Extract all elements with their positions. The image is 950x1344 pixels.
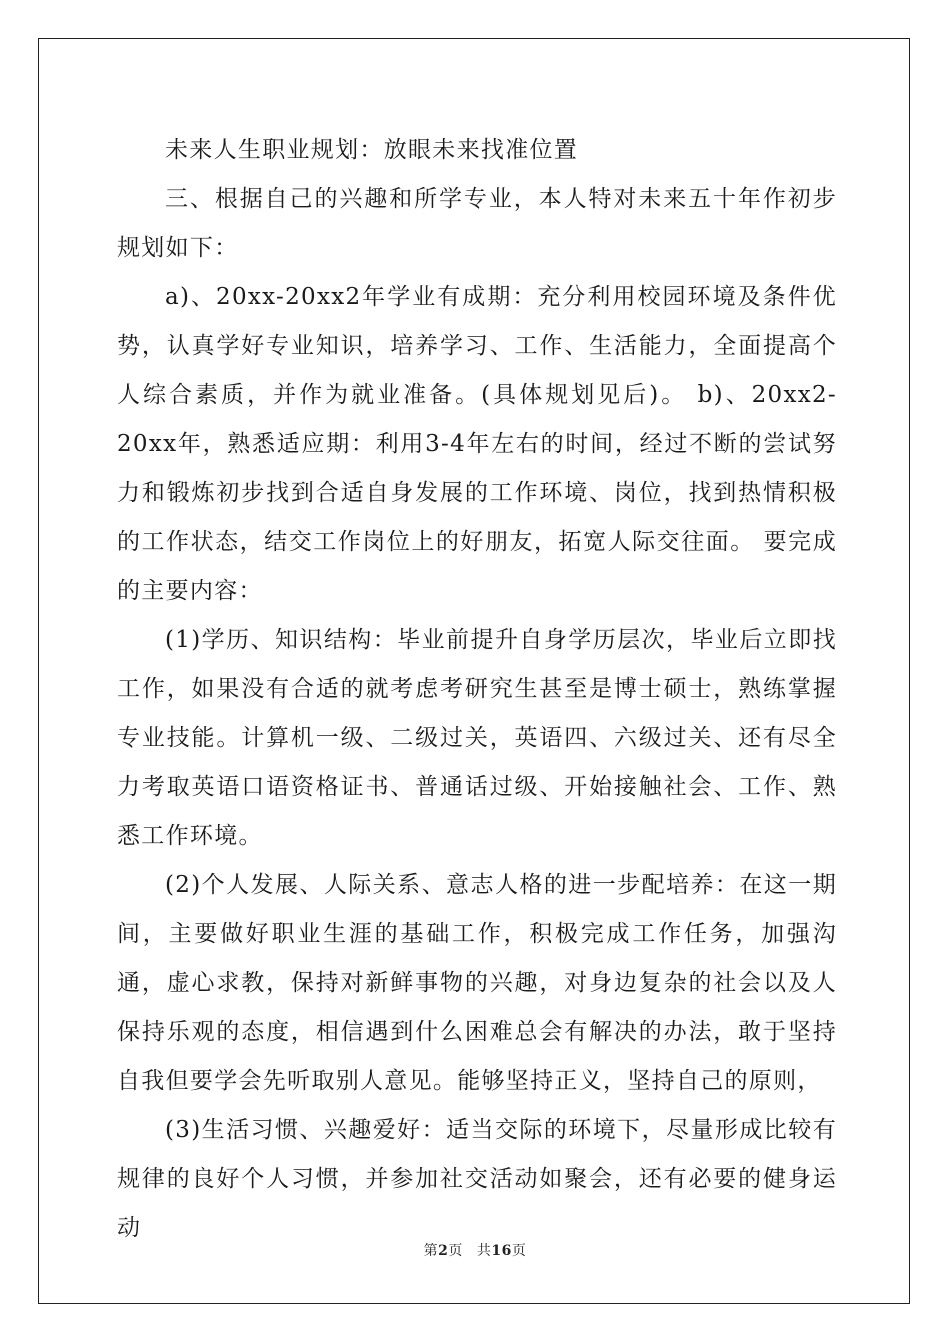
document-body <box>117 126 837 1253</box>
page-prefix: 第 <box>423 1243 439 1259</box>
total-prefix: 共 <box>476 1243 492 1259</box>
body-paragraph: (1)学历、知识结构：毕业前提升自身学历层次，毕业后立即找工作，如果没有合适的就考虑考研究生甚至是博士硕士，熟练掌握专业技能。计算机一级、二级过关，英语四、六级过关、还有尽全力考取英语口语资格证书、普通话过级、开始接触社会、工作、熟悉工作环境。 <box>117 627 837 849</box>
page-footer <box>0 1240 950 1260</box>
body-paragraph: a)、20xx-20xx2年学业有成期：充分利用校园环境及条件优势，认真学好专业知识，培养学习、工作、生活能力，全面提高个人综合素质，并作为就业准备。(具体规划见后)。 b)、20xx2-20xx年，熟悉适应期：利用3-4年左右的时间，经过不断的尝试努力和锻炼初步找到合适自身发展的工作环境、岗位，找到热情积极的工作状态，结交工作岗位上的好朋友，拓宽人际交往面。 要完成的主要内容： <box>117 284 837 604</box>
current-page-number: 2 <box>438 1243 449 1259</box>
total-unit: 页 <box>511 1243 527 1259</box>
body-paragraph: (3)生活习惯、兴趣爱好：适当交际的环境下，尽量形成比较有规律的良好个人习惯，并参加社交活动如聚会，还有必要的健身运动 <box>117 1117 837 1241</box>
body-paragraph: 三、根据自己的兴趣和所学专业，本人特对未来五十年作初步规划如下： <box>117 186 837 261</box>
page-unit: 页 <box>448 1243 463 1259</box>
heading-paragraph: 未来人生职业规划：放眼未来找准位置 <box>165 137 579 163</box>
total-page-count: 16 <box>491 1243 512 1259</box>
body-paragraph: (2)个人发展、人际关系、意志人格的进一步配培养：在这一期间，主要做好职业生涯的基础工作，积极完成工作任务，加强沟通，虚心求教，保持对新鲜事物的兴趣，对身边复杂的社会以及人保持乐观的态度，相信遇到什么困难总会有解决的办法，敢于坚持自我但要学会先听取别人意见。能够坚持正义，坚持自己的原则， <box>117 872 837 1094</box>
